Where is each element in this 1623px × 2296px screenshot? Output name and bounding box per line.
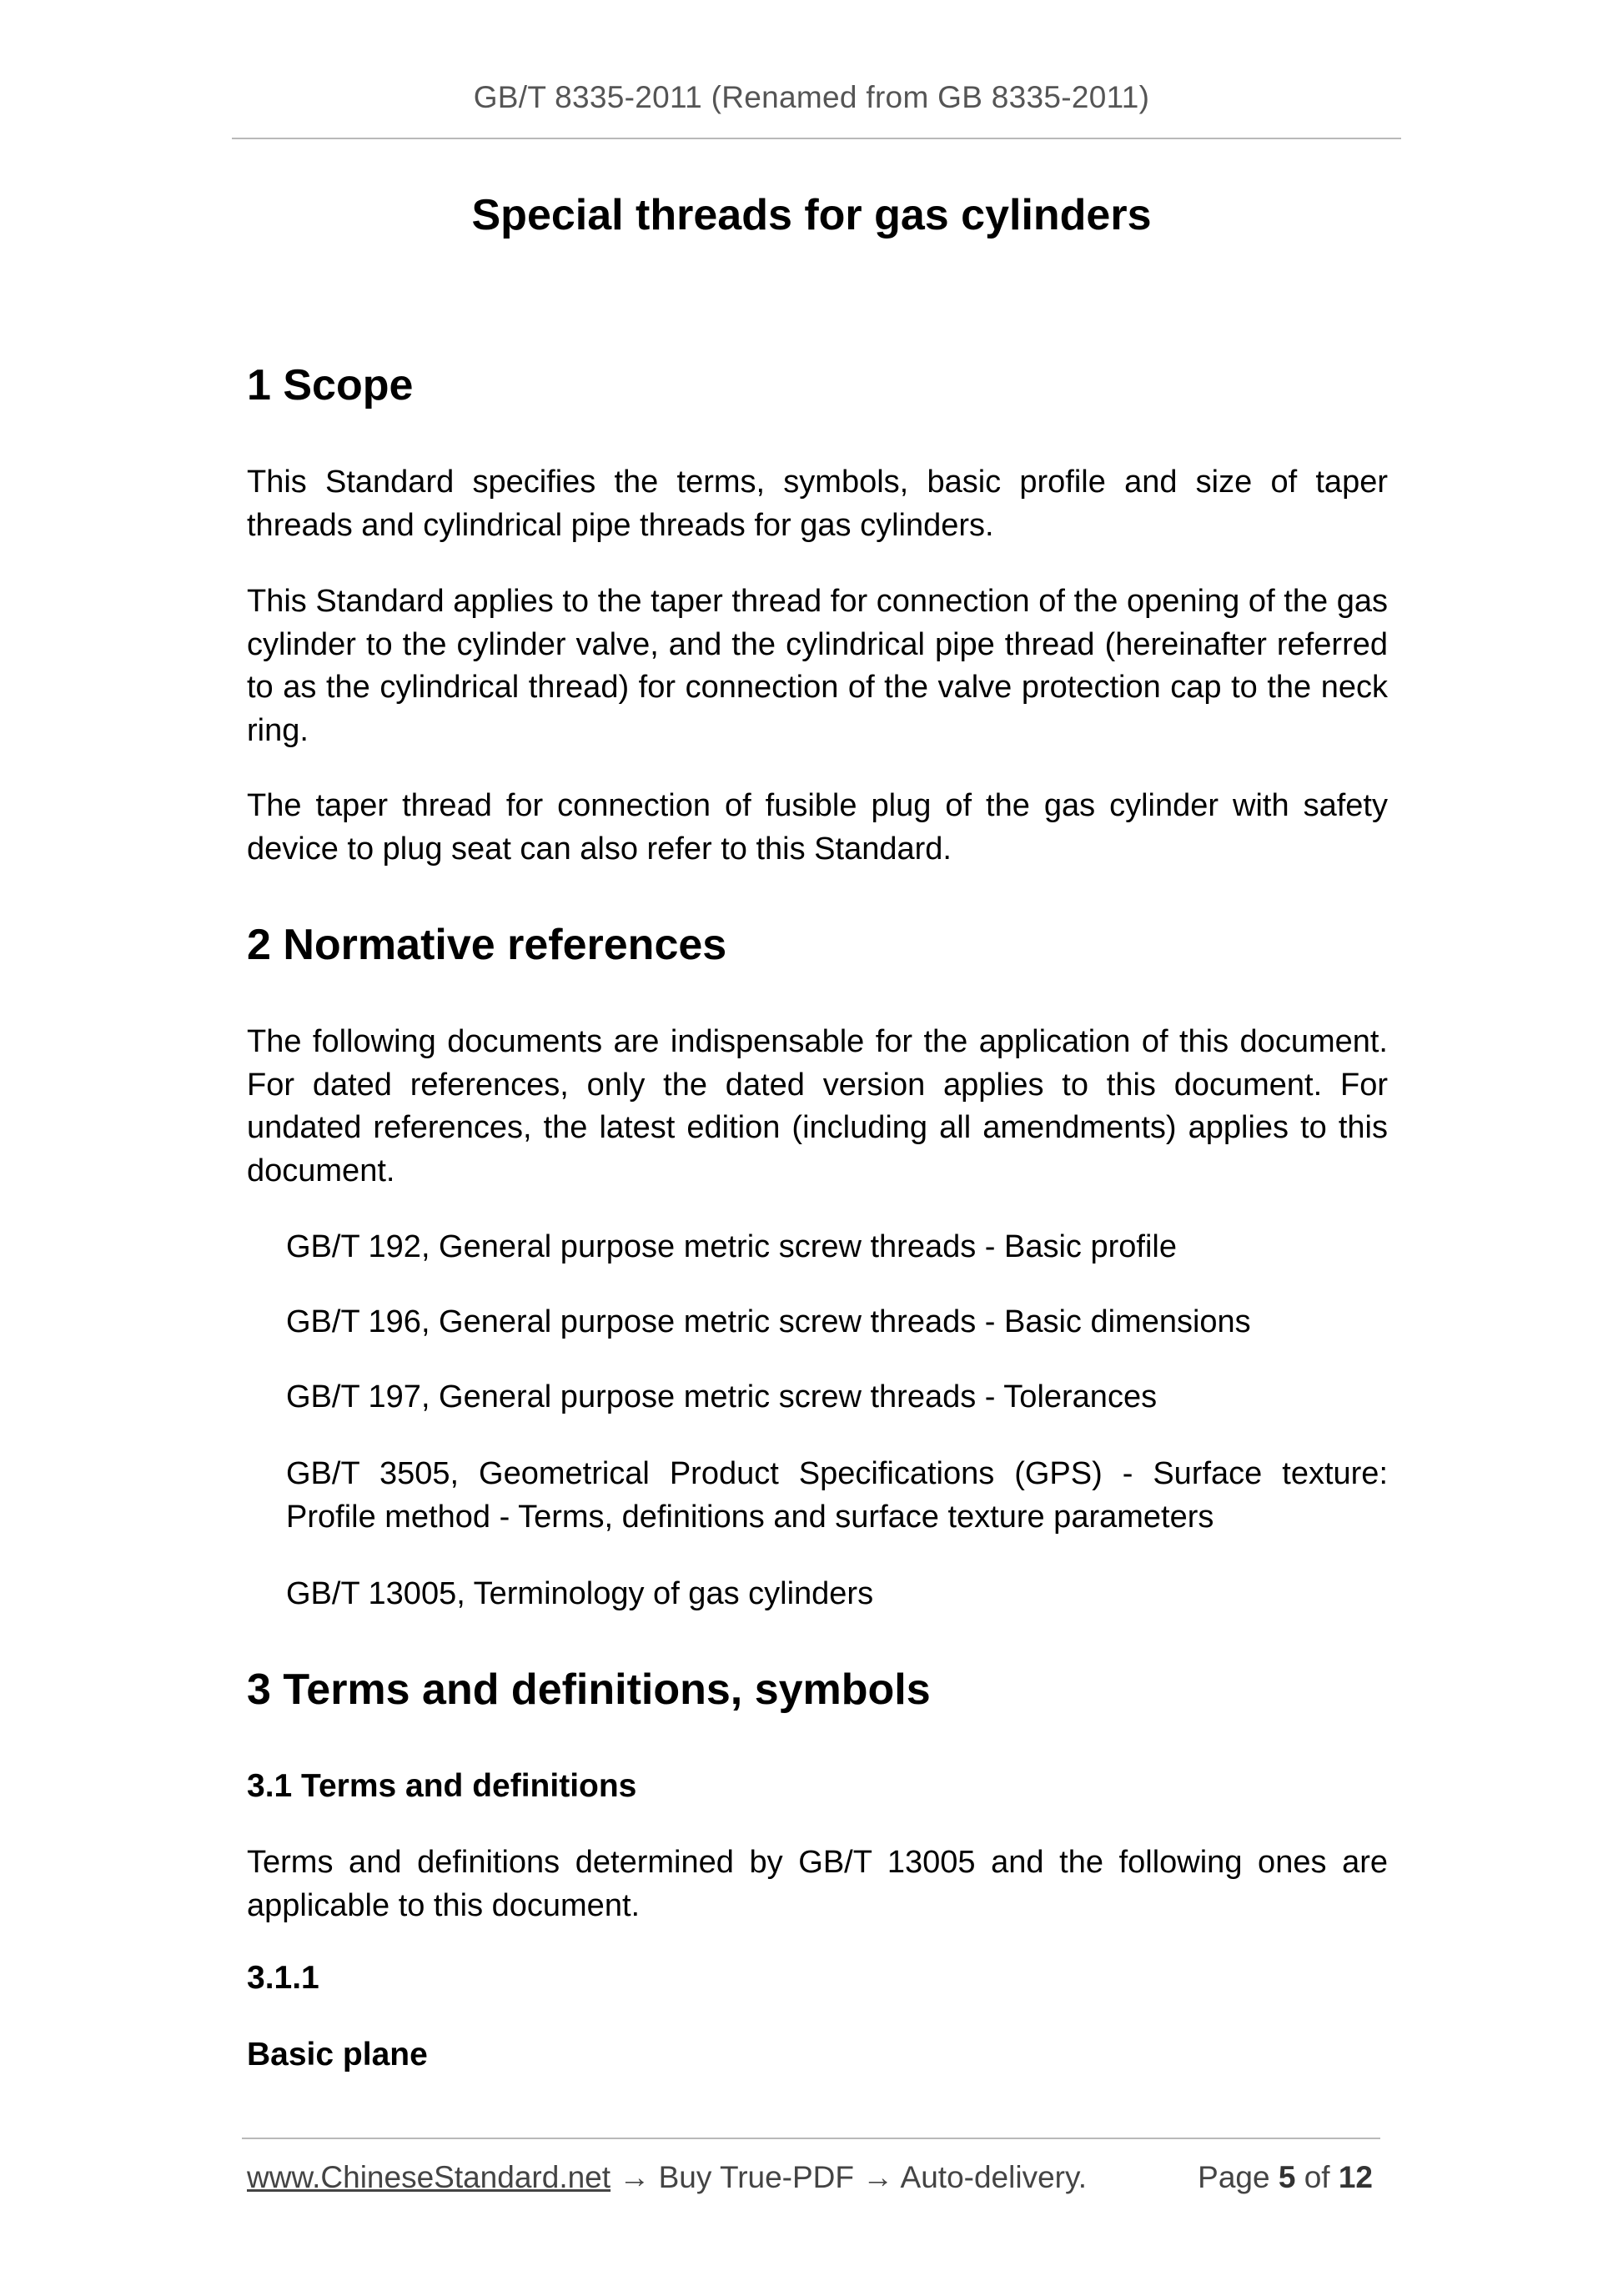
page-total: 12 bbox=[1338, 2160, 1373, 2194]
footer-divider bbox=[242, 2138, 1380, 2139]
scope-paragraph-3: The taper thread for connection of fusible plug of the gas cylinder with safety device to plug seat can also refer to this Standard. bbox=[247, 788, 1388, 867]
section-3-heading: 3 Terms and definitions, symbols bbox=[247, 1665, 931, 1714]
page-current: 5 bbox=[1278, 2160, 1296, 2194]
section-1-heading: 1 Scope bbox=[247, 361, 414, 409]
reference-item: GB/T 197, General purpose metric screw threads - Tolerances bbox=[286, 1379, 1158, 1414]
header-divider bbox=[232, 138, 1401, 139]
reference-item: GB/T 3505, Geometrical Product Specifications (GPS) - Surface texture: Profile method - Terms, definitions and surface texture parameters bbox=[286, 1456, 1388, 1535]
document-title: Special threads for gas cylinders bbox=[471, 191, 1152, 239]
page-header: GB/T 8335-2011 (Renamed from GB 8335-2011) bbox=[473, 80, 1150, 114]
page-label: Page bbox=[1198, 2160, 1270, 2194]
clause-term: Basic plane bbox=[247, 2037, 428, 2072]
subsection-3-1-heading: 3.1 Terms and definitions bbox=[247, 1768, 637, 1804]
arrow-right-icon: → bbox=[862, 2160, 894, 2194]
scope-paragraph-2: This Standard applies to the taper thread for connection of the opening of the gas cylinder to the cylinder valve, and the cylindrical pipe thread (hereinafter referred to as the cylindrical thread) for connection of the valve protection cap to the neck ring. bbox=[247, 584, 1388, 748]
section-2-heading: 2 Normative references bbox=[247, 921, 727, 969]
terms-intro: Terms and definitions determined by GB/T 13005 and the following ones are applicable to this document. bbox=[247, 1845, 1388, 1923]
website-link[interactable]: www.ChineseStandard.net bbox=[247, 2160, 611, 2194]
scope-paragraph-1: This Standard specifies the terms, symbols, basic profile and size of taper threads and cylindrical pipe threads for gas cylinders. bbox=[247, 465, 1388, 543]
clause-number: 3.1.1 bbox=[247, 1960, 319, 1996]
page-indicator bbox=[1198, 2160, 1373, 2195]
footer-promo bbox=[247, 2160, 1087, 2195]
reference-item: GB/T 196, General purpose metric screw threads - Basic dimensions bbox=[286, 1304, 1251, 1339]
auto-delivery-text: Auto-delivery. bbox=[900, 2160, 1088, 2194]
arrow-right-icon: → bbox=[619, 2160, 651, 2194]
page-of-label: of bbox=[1304, 2160, 1330, 2194]
buy-true-pdf-text: Buy True-PDF bbox=[658, 2160, 855, 2194]
reference-item: GB/T 13005, Terminology of gas cylinders bbox=[286, 1576, 874, 1611]
reference-item: GB/T 192, General purpose metric screw threads - Basic profile bbox=[286, 1229, 1177, 1264]
normative-intro: The following documents are indispensable for the application of this document. For dated references, only the dated version applies to this document. For undated references, the latest edition (including all amendments) applies to this document. bbox=[247, 1024, 1388, 1188]
